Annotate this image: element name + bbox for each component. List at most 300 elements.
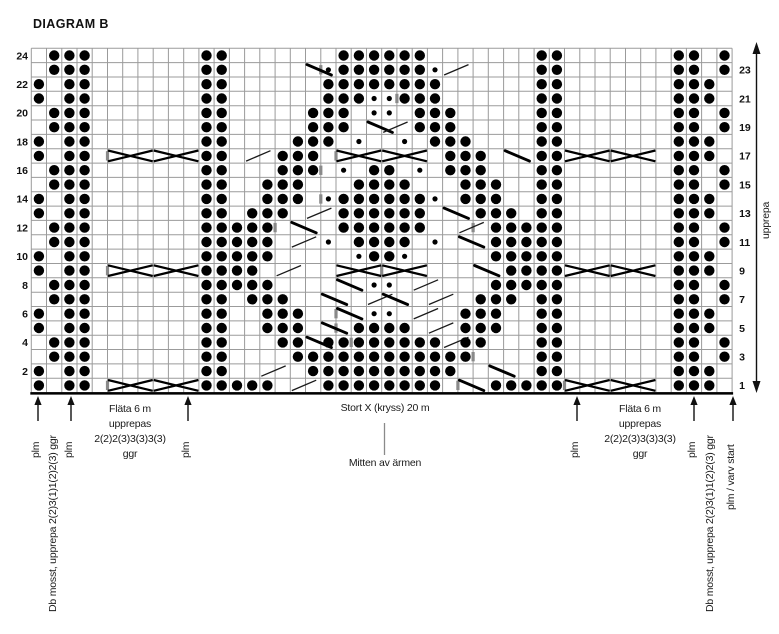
purl-dot <box>293 323 303 333</box>
purl-dot <box>384 251 394 261</box>
row-number: 7 <box>739 294 745 307</box>
small-dot <box>356 254 361 259</box>
purl-dot <box>201 179 211 189</box>
purl-dot <box>201 265 211 275</box>
purl-dot <box>369 366 379 376</box>
twist-left-icon <box>505 151 529 161</box>
purl-dot <box>369 165 379 175</box>
purl-dot <box>247 222 257 232</box>
small-dot <box>432 67 437 72</box>
purl-dot <box>369 208 379 218</box>
purl-dot <box>79 352 89 362</box>
twist-left-icon <box>338 309 362 319</box>
purl-dot <box>64 93 74 103</box>
row-number: 11 <box>739 236 751 249</box>
marker-tick <box>334 309 337 318</box>
purl-dot <box>415 352 425 362</box>
arrow-down-icon <box>753 381 761 393</box>
purl-dot <box>384 323 394 333</box>
purl-dot <box>64 337 74 347</box>
row-number: 2 <box>22 365 28 378</box>
purl-dot <box>689 337 699 347</box>
right-cable-note <box>560 402 720 462</box>
purl-dot <box>460 165 470 175</box>
purl-dot <box>201 366 211 376</box>
purl-dot <box>64 366 74 376</box>
purl-dot <box>262 309 272 319</box>
purl-dot <box>354 208 364 218</box>
purl-dot <box>674 208 684 218</box>
twist-left-icon <box>322 294 346 304</box>
purl-dot <box>719 294 729 304</box>
purl-dot <box>64 309 74 319</box>
marker-tick <box>319 166 322 175</box>
purl-dot <box>445 366 455 376</box>
purl-dot <box>689 136 699 146</box>
purl-dot <box>415 108 425 118</box>
purl-dot <box>415 366 425 376</box>
purl-dot <box>34 323 44 333</box>
purl-dot <box>64 294 74 304</box>
plm-label-2: plm <box>63 441 75 458</box>
purl-dot <box>369 237 379 247</box>
plm-label-4: plm <box>569 441 581 458</box>
purl-dot <box>262 237 272 247</box>
purl-dot <box>491 194 501 204</box>
marker-tick <box>472 352 475 361</box>
purl-dot <box>79 93 89 103</box>
purl-dot <box>689 179 699 189</box>
purl-dot <box>430 352 440 362</box>
purl-dot <box>704 208 714 218</box>
purl-dot <box>79 237 89 247</box>
purl-dot <box>64 79 74 89</box>
purl-dot <box>308 352 318 362</box>
small-dot <box>326 239 331 244</box>
purl-dot <box>506 280 516 290</box>
purl-dot <box>293 165 303 175</box>
marker-tick <box>106 151 109 160</box>
purl-dot <box>552 194 562 204</box>
purl-dot <box>323 352 333 362</box>
purl-dot <box>689 108 699 118</box>
twist-right-icon <box>383 122 407 132</box>
purl-dot <box>232 251 242 261</box>
purl-dot <box>278 151 288 161</box>
purl-dot <box>201 208 211 218</box>
purl-dot <box>201 108 211 118</box>
small-dot <box>432 239 437 244</box>
purl-dot <box>201 151 211 161</box>
purl-dot <box>64 380 74 390</box>
purl-dot <box>674 151 684 161</box>
purl-dot <box>674 323 684 333</box>
purl-dot <box>537 265 547 275</box>
purl-dot <box>49 50 59 60</box>
row-number: 13 <box>739 208 751 221</box>
purl-dot <box>64 222 74 232</box>
purl-dot <box>79 265 89 275</box>
row-numbers-left <box>16 50 28 378</box>
purl-dot <box>49 352 59 362</box>
purl-dot <box>689 309 699 319</box>
purl-dot <box>384 352 394 362</box>
purl-dot <box>537 280 547 290</box>
purl-dot <box>689 265 699 275</box>
purl-dot <box>79 309 89 319</box>
purl-dot <box>521 222 531 232</box>
purl-dot <box>338 194 348 204</box>
purl-dot <box>704 309 714 319</box>
purl-dot <box>399 352 409 362</box>
purl-dot <box>278 179 288 189</box>
purl-dot <box>293 337 303 347</box>
row-number: 22 <box>16 79 28 91</box>
purl-dot <box>399 337 409 347</box>
purl-dot <box>384 50 394 60</box>
purl-dot <box>445 352 455 362</box>
purl-dot <box>689 194 699 204</box>
purl-dot <box>354 323 364 333</box>
purl-dot <box>338 337 348 347</box>
purl-dot <box>323 380 333 390</box>
purl-dot <box>217 93 227 103</box>
purl-dot <box>34 136 44 146</box>
purl-dot <box>323 93 333 103</box>
small-dot <box>387 311 392 316</box>
purl-dot <box>217 151 227 161</box>
purl-dot <box>674 294 684 304</box>
purl-dot <box>217 237 227 247</box>
purl-dot <box>79 323 89 333</box>
purl-dot <box>49 179 59 189</box>
purl-dot <box>674 65 684 75</box>
marker-tick <box>274 223 277 232</box>
purl-dot <box>49 237 59 247</box>
purl-dot <box>64 136 74 146</box>
purl-dot <box>64 65 74 75</box>
purl-dot <box>34 208 44 218</box>
purl-dot <box>79 294 89 304</box>
purl-dot <box>445 165 455 175</box>
purl-dot <box>491 280 501 290</box>
purl-dot <box>262 194 272 204</box>
purl-dot <box>34 265 44 275</box>
small-dot <box>372 96 377 101</box>
marker-tick <box>395 94 398 103</box>
row-number: 18 <box>16 136 28 149</box>
twist-left-icon <box>444 208 468 218</box>
row-number: 9 <box>739 265 745 278</box>
purl-dot <box>201 294 211 304</box>
purl-dot <box>521 280 531 290</box>
left-cable-note-line2: upprepas <box>108 418 152 430</box>
purl-dot <box>64 108 74 118</box>
purl-dot <box>552 136 562 146</box>
purl-dot <box>354 93 364 103</box>
plm-label-3: plm <box>180 441 192 458</box>
purl-dot <box>217 50 227 60</box>
purl-dot <box>369 251 379 261</box>
purl-dot <box>308 165 318 175</box>
purl-dot <box>278 337 288 347</box>
purl-dot <box>293 309 303 319</box>
purl-dot <box>537 122 547 132</box>
purl-dot <box>64 352 74 362</box>
purl-dot <box>719 237 729 247</box>
purl-dot <box>262 294 272 304</box>
purl-dot <box>415 194 425 204</box>
purl-dot <box>338 93 348 103</box>
purl-dot <box>460 352 470 362</box>
purl-dot <box>719 65 729 75</box>
purl-dot <box>278 194 288 204</box>
purl-dot <box>689 93 699 103</box>
purl-dot <box>369 380 379 390</box>
purl-dot <box>430 93 440 103</box>
purl-dot <box>247 265 257 275</box>
purl-dot <box>537 194 547 204</box>
purl-dot <box>201 237 211 247</box>
purl-dot <box>491 323 501 333</box>
marker-tick <box>319 194 322 203</box>
purl-dot <box>217 108 227 118</box>
purl-dot <box>217 122 227 132</box>
sleeve-center-label: Mitten av ärmen <box>348 457 422 469</box>
purl-dot <box>384 194 394 204</box>
purl-dot <box>384 208 394 218</box>
purl-dot <box>689 222 699 232</box>
purl-dot <box>34 309 44 319</box>
purl-dot <box>201 93 211 103</box>
purl-dot <box>719 352 729 362</box>
right-cable-note-line4: ggr <box>632 448 648 460</box>
purl-dot <box>308 151 318 161</box>
purl-dot <box>415 380 425 390</box>
purl-dot <box>369 323 379 333</box>
purl-dot <box>262 179 272 189</box>
purl-dot <box>689 352 699 362</box>
purl-dot <box>323 108 333 118</box>
purl-dot <box>537 380 547 390</box>
purl-dot <box>689 208 699 218</box>
purl-dot <box>689 237 699 247</box>
purl-dot <box>201 50 211 60</box>
marker-tick <box>456 381 459 390</box>
purl-dot <box>537 294 547 304</box>
purl-dot <box>79 222 89 232</box>
row-number: 4 <box>22 337 28 350</box>
purl-dot <box>674 309 684 319</box>
purl-dot <box>476 337 486 347</box>
purl-dot <box>354 366 364 376</box>
purl-dot <box>232 380 242 390</box>
small-dot <box>372 282 377 287</box>
purl-dot <box>369 337 379 347</box>
purl-dot <box>445 108 455 118</box>
right-cable-note-line1: Fläta 6 m <box>619 403 661 415</box>
purl-dot <box>49 337 59 347</box>
purl-dot <box>460 136 470 146</box>
purl-dot <box>79 122 89 132</box>
purl-dot <box>704 79 714 89</box>
purl-dot <box>384 337 394 347</box>
purl-dot <box>521 237 531 247</box>
purl-dot <box>430 136 440 146</box>
purl-dot <box>537 366 547 376</box>
purl-dot <box>689 380 699 390</box>
row-number: 16 <box>16 165 28 177</box>
purl-dot <box>719 280 729 290</box>
row-number: 17 <box>739 150 751 163</box>
purl-dot <box>491 222 501 232</box>
purl-dot <box>537 165 547 175</box>
purl-dot <box>399 237 409 247</box>
purl-dot <box>704 366 714 376</box>
purl-dot <box>674 136 684 146</box>
purl-dot <box>704 323 714 333</box>
purl-dot <box>64 237 74 247</box>
purl-dot <box>369 222 379 232</box>
purl-dot <box>537 323 547 333</box>
right-cable-note-line3: 2(2)2(3)3(3)3(3) <box>604 433 676 445</box>
purl-dot <box>338 352 348 362</box>
small-dot <box>326 196 331 201</box>
purl-dot <box>476 194 486 204</box>
left-cable-note <box>50 402 210 462</box>
purl-dot <box>506 294 516 304</box>
purl-dot <box>217 265 227 275</box>
purl-dot <box>323 337 333 347</box>
purl-dot <box>415 208 425 218</box>
purl-dot <box>64 323 74 333</box>
purl-dot <box>79 337 89 347</box>
purl-dot <box>49 65 59 75</box>
purl-dot <box>415 50 425 60</box>
purl-dot <box>476 165 486 175</box>
small-dot <box>402 254 407 259</box>
purl-dot <box>674 122 684 132</box>
purl-dot <box>552 352 562 362</box>
purl-dot <box>552 93 562 103</box>
purl-dot <box>262 208 272 218</box>
purl-dot <box>64 179 74 189</box>
purl-dot <box>704 380 714 390</box>
purl-dot <box>247 208 257 218</box>
purl-dot <box>247 294 257 304</box>
purl-dot <box>445 151 455 161</box>
purl-dot <box>537 136 547 146</box>
small-dot <box>326 67 331 72</box>
purl-dot <box>537 309 547 319</box>
purl-dot <box>64 194 74 204</box>
purl-dot <box>354 352 364 362</box>
purl-dot <box>79 108 89 118</box>
purl-dot <box>476 208 486 218</box>
purl-dot <box>537 251 547 261</box>
purl-dot <box>689 65 699 75</box>
purl-dot <box>430 122 440 132</box>
purl-dot <box>552 251 562 261</box>
purl-dot <box>399 222 409 232</box>
purl-dot <box>674 179 684 189</box>
purl-dot <box>232 222 242 232</box>
purl-dot <box>79 79 89 89</box>
purl-dot <box>49 122 59 132</box>
row-number: 20 <box>16 107 28 120</box>
purl-dot <box>201 122 211 132</box>
purl-dot <box>415 222 425 232</box>
purl-dot <box>552 79 562 89</box>
purl-dot <box>399 179 409 189</box>
purl-dot <box>674 337 684 347</box>
right-moss-instruction: Db mosst, upprepa 2(2)3(1)1(2)2(3) ggr <box>704 435 716 612</box>
purl-dot <box>506 208 516 218</box>
purl-dot <box>308 122 318 132</box>
purl-dot <box>430 108 440 118</box>
purl-dot <box>384 380 394 390</box>
row-number: 12 <box>16 222 28 235</box>
purl-dot <box>689 251 699 261</box>
purl-dot <box>278 323 288 333</box>
purl-dot <box>34 251 44 261</box>
purl-dot <box>34 194 44 204</box>
purl-dot <box>354 194 364 204</box>
purl-dot <box>430 337 440 347</box>
row-numbers-right <box>739 65 751 393</box>
purl-dot <box>217 222 227 232</box>
purl-dot <box>323 136 333 146</box>
twist-right-icon <box>261 366 285 376</box>
purl-dot <box>278 294 288 304</box>
purl-dot <box>217 208 227 218</box>
purl-dot <box>537 151 547 161</box>
purl-dot <box>719 122 729 132</box>
arrow-up-icon <box>729 396 736 405</box>
purl-dot <box>323 366 333 376</box>
purl-dot <box>704 194 714 204</box>
purl-dot <box>552 122 562 132</box>
purl-dot <box>674 380 684 390</box>
twist-right-icon <box>292 380 316 390</box>
twist-left-icon <box>490 366 514 376</box>
small-dot <box>387 282 392 287</box>
purl-dot <box>704 251 714 261</box>
purl-dot <box>201 337 211 347</box>
twist-left-icon <box>459 380 483 390</box>
purl-dot <box>338 108 348 118</box>
purl-dot <box>49 165 59 175</box>
purl-dot <box>64 151 74 161</box>
purl-dot <box>506 237 516 247</box>
row-number: 23 <box>739 64 751 77</box>
purl-dot <box>278 165 288 175</box>
purl-dot <box>384 65 394 75</box>
purl-dot <box>247 237 257 247</box>
purl-dot <box>689 79 699 89</box>
twist-right-icon <box>307 208 331 218</box>
purl-dot <box>308 136 318 146</box>
purl-dot <box>354 237 364 247</box>
purl-dot <box>64 280 74 290</box>
row-number: 19 <box>739 122 751 134</box>
purl-dot <box>64 208 74 218</box>
purl-dot <box>674 237 684 247</box>
purl-dot <box>674 280 684 290</box>
purl-dot <box>399 366 409 376</box>
purl-dot <box>354 380 364 390</box>
marker-tick <box>380 266 383 275</box>
